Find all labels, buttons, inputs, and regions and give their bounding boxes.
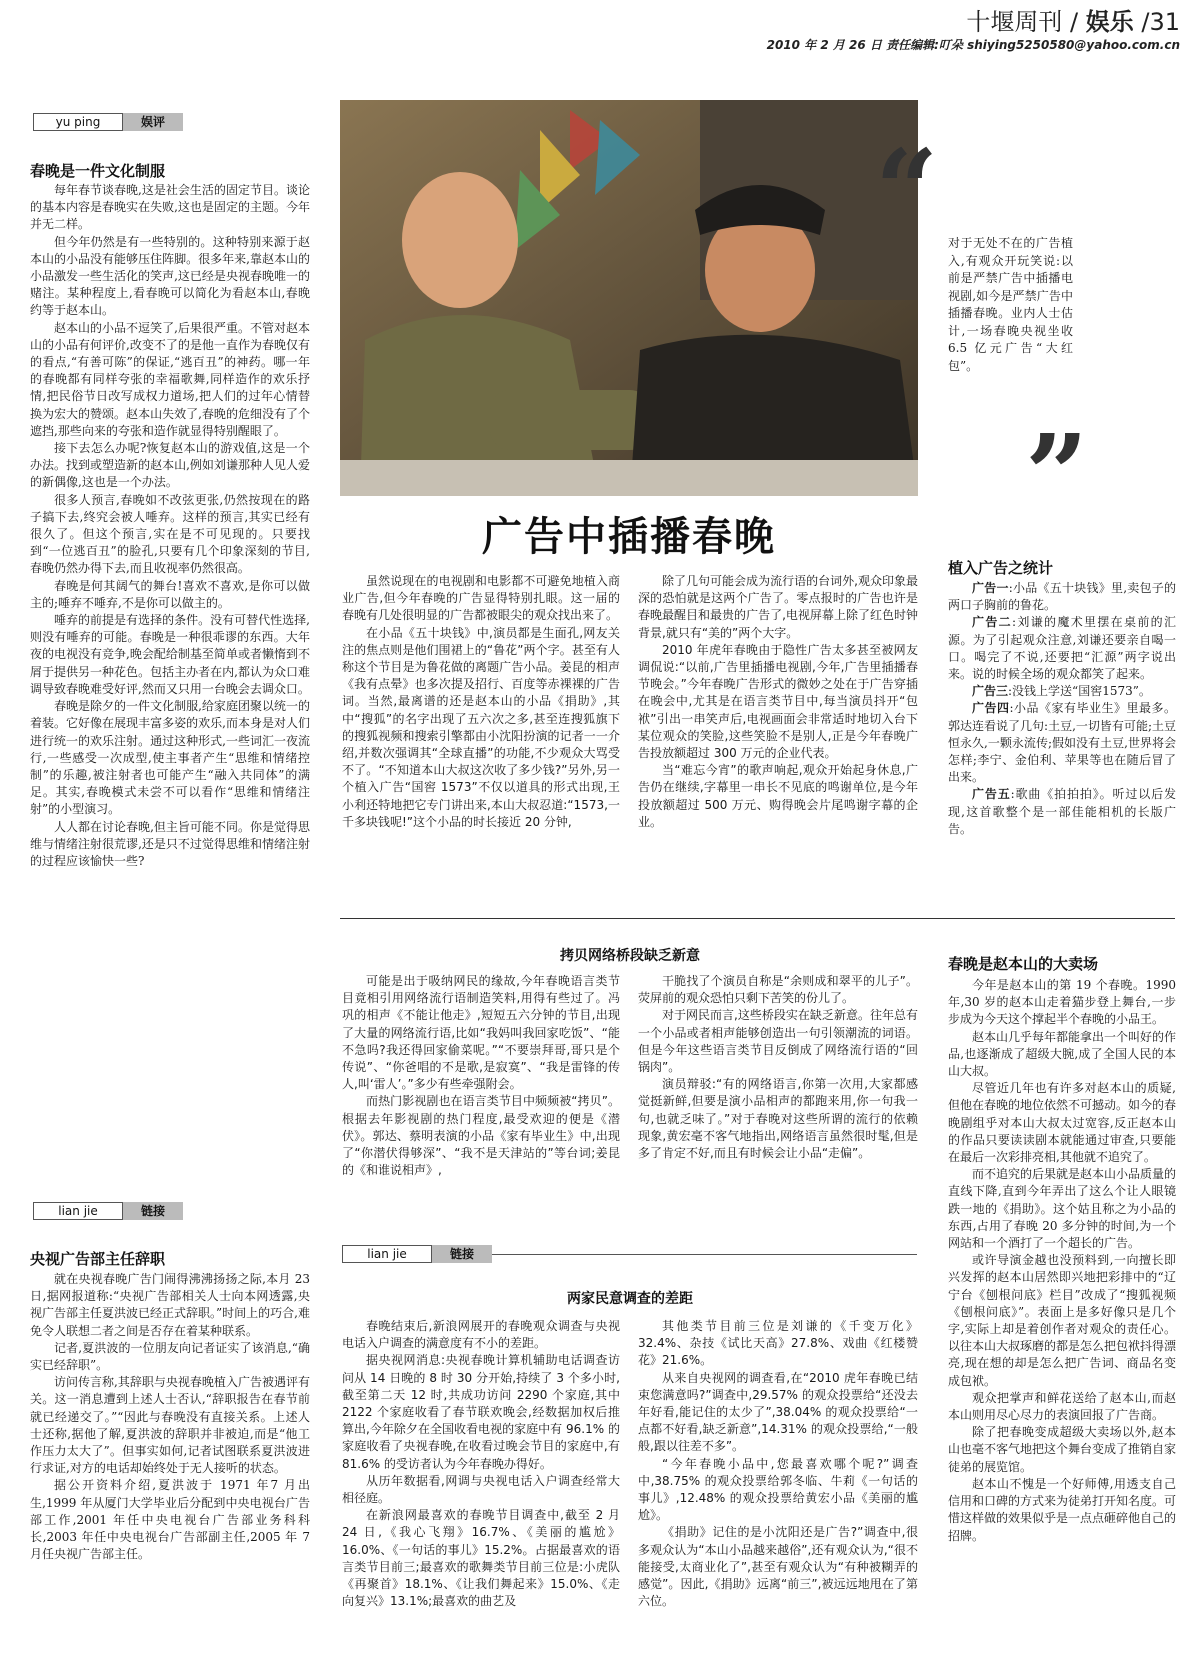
paragraph: 春晚是何其阔气的舞台!喜欢不喜欢,是你可以做主的;唾弃不唾弃,不是你可以做主的。 xyxy=(30,578,310,610)
tag-type: 娱评 xyxy=(123,113,183,131)
paragraph: 当“难忘今宵”的歌声响起,观众开始起身休息,广告仍在继续,字幕里一串长不见底的鸣谢单位,是今年投放额超过 500 万元、购得晚会片尾鸣谢字幕的企业。 xyxy=(638,763,918,829)
paragraph: 虽然说现在的电视剧和电影都不可避免地植入商业广告,但今年春晚的广告显得特别扎眼。这一届的春晚有几处很明显的广告都被眼尖的观众找出来了。 xyxy=(342,574,620,623)
tag-type: 链接 xyxy=(123,1202,183,1220)
ad-stats-list xyxy=(948,580,1176,838)
stat-label: 广告二 xyxy=(972,615,1012,630)
main-article-col2 xyxy=(638,573,918,831)
paragraph: 《捐助》记住的是小沈阳还是广告?”调查中,很多观众认为“本山小品越来越俗”,还有观众认为,“很不能接受,太商业化了”,甚至有观众认为“有种被糊弄的感觉”。因此,《捐助》远离“前三”,被远远地甩在了第六位。 xyxy=(638,1525,918,1609)
stat-item xyxy=(948,580,1176,614)
stat-item xyxy=(948,614,1176,683)
stat-text: :刘谦的魔术里摆在桌前的汇源。为了引起观众注意,刘谦还要亲自喝一口。喝完了不说,还要把“汇源”两字说出来。说的时候全场的观众都笑了起来。 xyxy=(948,615,1176,682)
article-body-culture-uniform xyxy=(30,182,310,870)
close-quote-icon: ” xyxy=(1025,410,1089,539)
paragraph: 人人都在讨论春晚,但主旨可能不同。你是觉得思维与情绪注射很荒谬,还是只不过觉得思维和情绪注射的过程应该愉快一些? xyxy=(30,819,310,868)
stat-item xyxy=(948,683,1176,700)
paragraph: 可能是出于吸纳网民的缘故,今年春晚语言类节目竟相引用网络流行语制造笑料,用得有些过了。冯巩的相声《不能让他走》,短短五六分钟的节目,出现了大量的网络流行语,比如“我妈叫我回家吃饭”、“能不急吗?我还得回家偷菜呢。”“不要崇拜哥,哥只是个传说”、“你爸唱的不是歌,是寂寞”、“我是雷锋的传人,叫‘雷人’。”多少有些牵强附会。 xyxy=(342,974,620,1092)
photo-illustration xyxy=(340,100,918,496)
paragraph: 从来自央视网的调查看,在“2010 虎年春晚已结束您满意吗?”调查中,29.57% 的观众投票给“还没去年好看,能记住的太少了”,38.04% 的观众投票给“一点都不好看,缺乏新意”,14.31% 的观众投票给,“一般般,跟以往差不多”。 xyxy=(638,1370,918,1454)
paragraph: 干脆找了个演员自称是“余则成和翠平的儿子”。荧屏前的观众恐怕只剩下苦笑的份儿了。 xyxy=(638,974,918,1006)
paragraph: 而不追究的后果就是赵本山小品质量的直线下降,直到今年弄出了这么个让人眼镜跌一地的《捐助》。这个姑且称之为小品的东西,占用了春晚 20 多分钟的时间,为一个网站和一个酒打了一个超长的广告。 xyxy=(948,1167,1177,1251)
stat-text: :小品《家有毕业生》里最多。郭达连看说了几句:土豆,一切皆有可能;土豆恒永久,一颗永流传;假如没有土豆,世界将会怎样;李宁、金伯利、苹果等也在随后冒了出来。 xyxy=(948,701,1176,785)
paragraph: 春晚结束后,新浪网展开的春晚观众调查与央视电话入户调查的满意度有不小的差距。 xyxy=(342,1319,620,1351)
dateline: 2010 年 2 月 26 日 责任编辑:叮朵 shiying5250580@yahoo.com.cn xyxy=(766,38,1180,52)
masthead-section: 娱乐 xyxy=(1085,8,1134,36)
article-title-director-resigns: 央视广告部主任辞职 xyxy=(30,1250,166,1268)
paragraph: 在小品《五十块钱》中,演员都是生面孔,网友关注的焦点则是他们围裙上的“鲁花”两个字。甚至有人称这个节目是为鲁花做的离题广告小品。姜昆的相声《我有点晕》也多次提及招行、百度等赤裸裸的广告词。当然,最离谱的还是赵本山的小品《捐助》,其中“搜狐”的名字出现了五六次之多,甚至连搜狐旗下的搜狐视频和搜索引擎都由小沈阳扮演的记者一一介绍,并数次强调其“全球直播”的功能,不少观众大骂受不了。“不知道本山大叔这次收了多少钱?”另外,另一个植入广告“国窖 1573”不仅以道具的形式出现,王小利还特地把它专门讲出来,本山大叔忍道:“1573,一千多块钱呢!”这个小品的时长接近 20 分钟, xyxy=(342,625,620,829)
main-headline: 广告中插播春晚 xyxy=(482,513,776,560)
copied-memes-col1 xyxy=(342,973,620,1179)
stat-item xyxy=(948,786,1176,838)
section-title-survey-gap: 两家民意调查的差距 xyxy=(567,1291,693,1307)
column-tag-lianjie-left xyxy=(33,1202,309,1220)
article-body-big-market xyxy=(948,977,1176,1545)
paragraph: 据央视网消息:央视春晚计算机辅助电话调查访问从 14 日晚的 8 时 30 分开始,持续了 3 个多小时,截至第二天 12 时,共成功访问 2290 个家庭,其中 2122 个家庭收看了春节联欢晚会,经数据加权后推算出,今年除夕在全国收看电视的家庭中有 96.1% 的家庭收看了央视春晚,在收看过晚会节目的家庭中,有 81.6% 的受访者认为今年春晚办得好。 xyxy=(342,1353,620,1471)
survey-col1 xyxy=(342,1318,620,1610)
tag-type: 链接 xyxy=(432,1245,492,1263)
paragraph: 赵本山的小品不逗笑了,后果很严重。不管对赵本山的小品有何评价,改变不了的是他一直作为春晚仅有的看点,“有善可陈”的保证,“逃百丑”的神药。哪一年的春晚都有同样夸张的幸福歌舞,同样造作的欢乐抒情,把民俗节日改写成权力道场,把人们的过年心情替换为宏大的赞颂。赵本山失效了,春晚的危细没有了个遮挡,那些向来的夸张和造作就显得特别醒眼了。 xyxy=(30,320,310,438)
paragraph: 赵本山几乎每年都能拿出一个叫好的作品,也逐渐成了超级大腕,成了全国人民的本山大叔。 xyxy=(948,1029,1177,1079)
paragraph: 或许导演金越也没预料到,一向擅长即兴发挥的赵本山居然即兴地把彩排中的“辽宁台《刨根问底》栏目”改成了“搜狐视频《刨根问底》”。表面上是多好像只是几个字,实际上却是着创作者对观众的责任心。以往本山大叔琢磨的都是怎么把包袱抖得漂亮,现在想的却是怎么把广告词、商品名变成包袱。 xyxy=(948,1253,1177,1388)
stat-item xyxy=(948,700,1176,786)
paragraph: 唾弃的前提是有选择的条件。没有可替代性选择,则没有唾弃的可能。春晚是一种很乖谬的东西。大年夜的电视没有竞争,晚会配给制基至简单或者懒惰到不屑于提供另一种花色。包括主办者在内,都认为众口难调导致春晚难受好评,然而又只用一台晚会去调众口。 xyxy=(30,613,310,696)
paragraph: “今年春晚小品中,您最喜欢哪个呢?”调查中,38.75% 的观众投票给郭冬临、牛莉《一句话的事儿》,12.48% 的观众投票给黄宏小品《美丽的尴尬》。 xyxy=(638,1456,918,1523)
paragraph: 但今年仍然是有一些特别的。这种特别来源于赵本山的小品没有能够压住阵脚。很多年来,靠赵本山的小品激发一些生活化的笑声,这已经是央视春晚唯一的赌注。某种程度上,看春晚可以简化为看赵本山,春晚约等于赵本山。 xyxy=(30,234,310,318)
stat-label: 广告五 xyxy=(972,787,1011,802)
paragraph: 就在央视春晚广告门闹得沸沸扬扬之际,本月 23 日,据网报道称:“央视广告部相关人士向本网透露,央视广告部主任夏洪波已经正式辞职。”时间上的巧合,难免令人联想二者之间是否存在着某种联系。 xyxy=(30,1272,310,1338)
article-title-big-market: 春晚是赵本山的大卖场 xyxy=(948,955,1099,973)
masthead: 十堰周刊 / 娱乐 /31 xyxy=(966,8,1180,36)
paragraph: 赵本山不愧是一个好师傅,用透支自己信用和口碑的方式来为徒弟打开知名度。可惜这样做的效果似乎是一点点砸碎他自己的招牌。 xyxy=(948,1476,1177,1543)
paragraph: 记者,夏洪波的一位朋友向记者证实了该消息,“确实已经辞职”。 xyxy=(30,1340,310,1373)
paragraph: 对于网民而言,这些桥段实在缺乏新意。往年总有一个小品或者相声能够创造出一句引领潮流的词语。但是今年这些语言类节目反倒成了网络流行语的“回锅肉”。 xyxy=(638,1008,918,1075)
paragraph: 在新浪网最喜欢的春晚节目调查中,截至 2 月 24 日,《我心飞翔》16.7%、《美丽的尴尬》16.0%、《一句话的事儿》15.2%。占据最喜欢的语言类节目前三;最喜欢的歌舞类节目前三位是:小虎队《再聚首》18.1%、《让我们舞起来》15.0%、《走向复兴》13.1%;最喜欢的曲艺及 xyxy=(342,1508,620,1609)
tag-author: lian jie xyxy=(342,1245,432,1263)
paragraph: 今年是赵本山的第 19 个春晚。1990 年,30 岁的赵本山走着猫步登上舞台,一步步成为今天这个撑起半个春晚的小品王。 xyxy=(948,978,1176,1027)
masthead-page: 31 xyxy=(1149,8,1180,36)
paragraph: 演员辩驳:“有的网络语言,你第一次用,大家都感觉挺新鲜,但要是演小品相声的都跑来用,你一句我一句,也就乏味了。”对于春晚对这些所谓的流行的依赖现象,黄宏毫不客气地指出,网络语言虽然很时髦,但是多了肯定不好,而且有时候会让小品“走偏”。 xyxy=(638,1077,918,1161)
paragraph: 除了几句可能会成为流行语的台词外,观众印象最深的恐怕就是这两个广告了。零点报时的广告也许是春晚最醒目和最贵的广告了,电视屏幕上除了红色时钟背景,就只有“美的”两个大字。 xyxy=(638,574,918,640)
column-tag-lianjie-survey xyxy=(342,1245,917,1263)
stat-label: 广告一 xyxy=(972,581,1009,595)
stat-label: 广告三 xyxy=(972,684,1009,699)
paragraph: 除了把春晚变成超级大卖场以外,赵本山也毫不客气地把这个舞台变成了推销自家徒弟的展览馆。 xyxy=(948,1425,1177,1474)
paragraph: 访问传言称,其辞职与央视春晚植入广告被遇评有关。这一消息遭到上述人士否认,“辞职报告在春节前就已经递交了。”“因此与春晚没有直接关系。上述人士还称,据他了解,夏洪波的辞职并非被迫,而是“他工作压力太大了”。但事实如何,记者试图联系夏洪波进行求证,对方的电话却始终处于无人接听的状态。 xyxy=(30,1375,310,1476)
stat-text: :没钱上学送“国窖1573”。 xyxy=(1008,684,1151,699)
paragraph: 观众把掌声和鲜花送给了赵本山,而赵本山则用尽心尽力的表演回报了广告商。 xyxy=(948,1390,1176,1423)
masthead-paper: 十堰周刊 xyxy=(966,8,1063,36)
paragraph: 而热门影视剧也在语言类节目中频频被“拷贝”。根据去年影视剧的热门程度,最受欢迎的便是《潜伏》。郭达、蔡明表演的小品《家有毕业生》中,出现了“你潜伏得够深”、“我不是天津站的”等台词;姜昆的《和谁说相声》, xyxy=(342,1094,620,1178)
copied-memes-col2 xyxy=(638,973,918,1162)
paragraph: 其他类节目前三位是刘谦的《千变万化》32.4%、杂技《试比天高》27.8%、戏曲《红楼赞花》21.6%。 xyxy=(638,1319,918,1368)
stats-title: 植入广告之统计 xyxy=(948,559,1054,577)
section-divider xyxy=(340,918,1175,919)
article-title-culture-uniform: 春晚是一件文化制服 xyxy=(30,162,166,180)
main-article-col1 xyxy=(342,573,620,831)
photo-two-comedians xyxy=(340,100,918,496)
stat-text: :小品《五十块钱》里,卖包子的两口子胸前的鲁花。 xyxy=(948,581,1176,613)
paragraph: 从历年数据看,网调与央视电话入户调查经常大相径庭。 xyxy=(342,1473,620,1506)
tag-author: lian jie xyxy=(33,1202,123,1220)
paragraph: 2010 年虎年春晚由于隐性广告太多甚至被网友调侃说:“以前,广告里插播电视剧,今年,广告里插播春节晚会。”今年春晚广告形式的微妙之处在于广告穿插在晚会中,尤其是在语言类节目中,每当演员抖开“包袱”引出一串笑声后,电视画面会非常适时地切入台下某位观众的笑脸,这些笑脸不是别人,正是今年春晚广告投放额超过 300 万元的企业代表。 xyxy=(638,642,918,761)
paragraph: 每年春节谈春晚,这是社会生活的固定节目。谈论的基本内容是春晚实在失败,这也是固定的主题。今年并无二样。 xyxy=(30,183,310,232)
open-quote-icon: “ xyxy=(875,125,939,254)
paragraph: 尽管近几年也有许多对赵本山的质疑,但他在春晚的地位依然不可撼动。如今的春晚剧组乎对本山大叔太过宽容,反正赵本山的作品只要读读剧本就能通过审查,只要能在最后一次彩排亮相,其他就不追究了。 xyxy=(948,1081,1177,1165)
paragraph: 据公开资料介绍,夏洪波于 1971 年7 月出生,1999 年从厦门大学毕业后分配到中央电视台广告部工作,2001 年任中央电视台广告部业务科科长,2003 年任中央电视台广告部副主任,2005 年 7 月任央视广告部主任。 xyxy=(30,1478,310,1562)
tag-rule xyxy=(492,1254,917,1263)
pull-quote: 对于无处不在的广告植入,有观众开玩笑说:以前是严禁广告中插播电视剧,如今是严禁广告中插播春晚。业内人士估计,一场春晚央视坐收 6.5 亿元广告“大红包”。 xyxy=(948,236,1073,373)
paragraph: 春晚是除夕的一件文化制服,给家庭团聚以统一的着装。它好像在展现丰富多姿的欢乐,而本身是对人们进行统一的欢乐注射。通过这种形式,一些词汇一夜流行,一些感受一次成型,使主事者产生“思维和情绪控制”的乐趣,被注射者也可能产生“融入共同体”的满足。其实,春晚模式未尝不可以看作“思维和情绪注射”的小型演习。 xyxy=(30,699,310,817)
section-title-copied-memes: 拷贝网络桥段缺乏新意 xyxy=(560,948,700,964)
paragraph: 接下去怎么办呢?恢复赵本山的游戏值,这是一个办法。找到或塑造新的赵本山,例如刘谦那种人见人爱的新偶像,这也是一个办法。 xyxy=(30,441,310,490)
tag-author: yu ping xyxy=(33,113,123,131)
survey-col2 xyxy=(638,1318,918,1610)
paragraph: 很多人预言,春晚如不改弦更张,仍然按现在的路子搞下去,终究会被人唾弃。这样的预言,其实已经有很久了。但这个预言,实在是不可见现的。只要找到“一位逃百丑”的脸孔,只要有几个印象深刻的节目,春晚仍然办得下去,而且收视率仍然很高。 xyxy=(30,492,310,576)
column-tag-yuping xyxy=(33,113,309,131)
stat-text: :歌曲《拍拍拍》。听过以后发现,这首歌整个是一部佳能相机的长版广告。 xyxy=(948,787,1176,836)
stat-label: 广告四 xyxy=(972,701,1010,716)
article-body-director-resigns xyxy=(30,1271,310,1563)
